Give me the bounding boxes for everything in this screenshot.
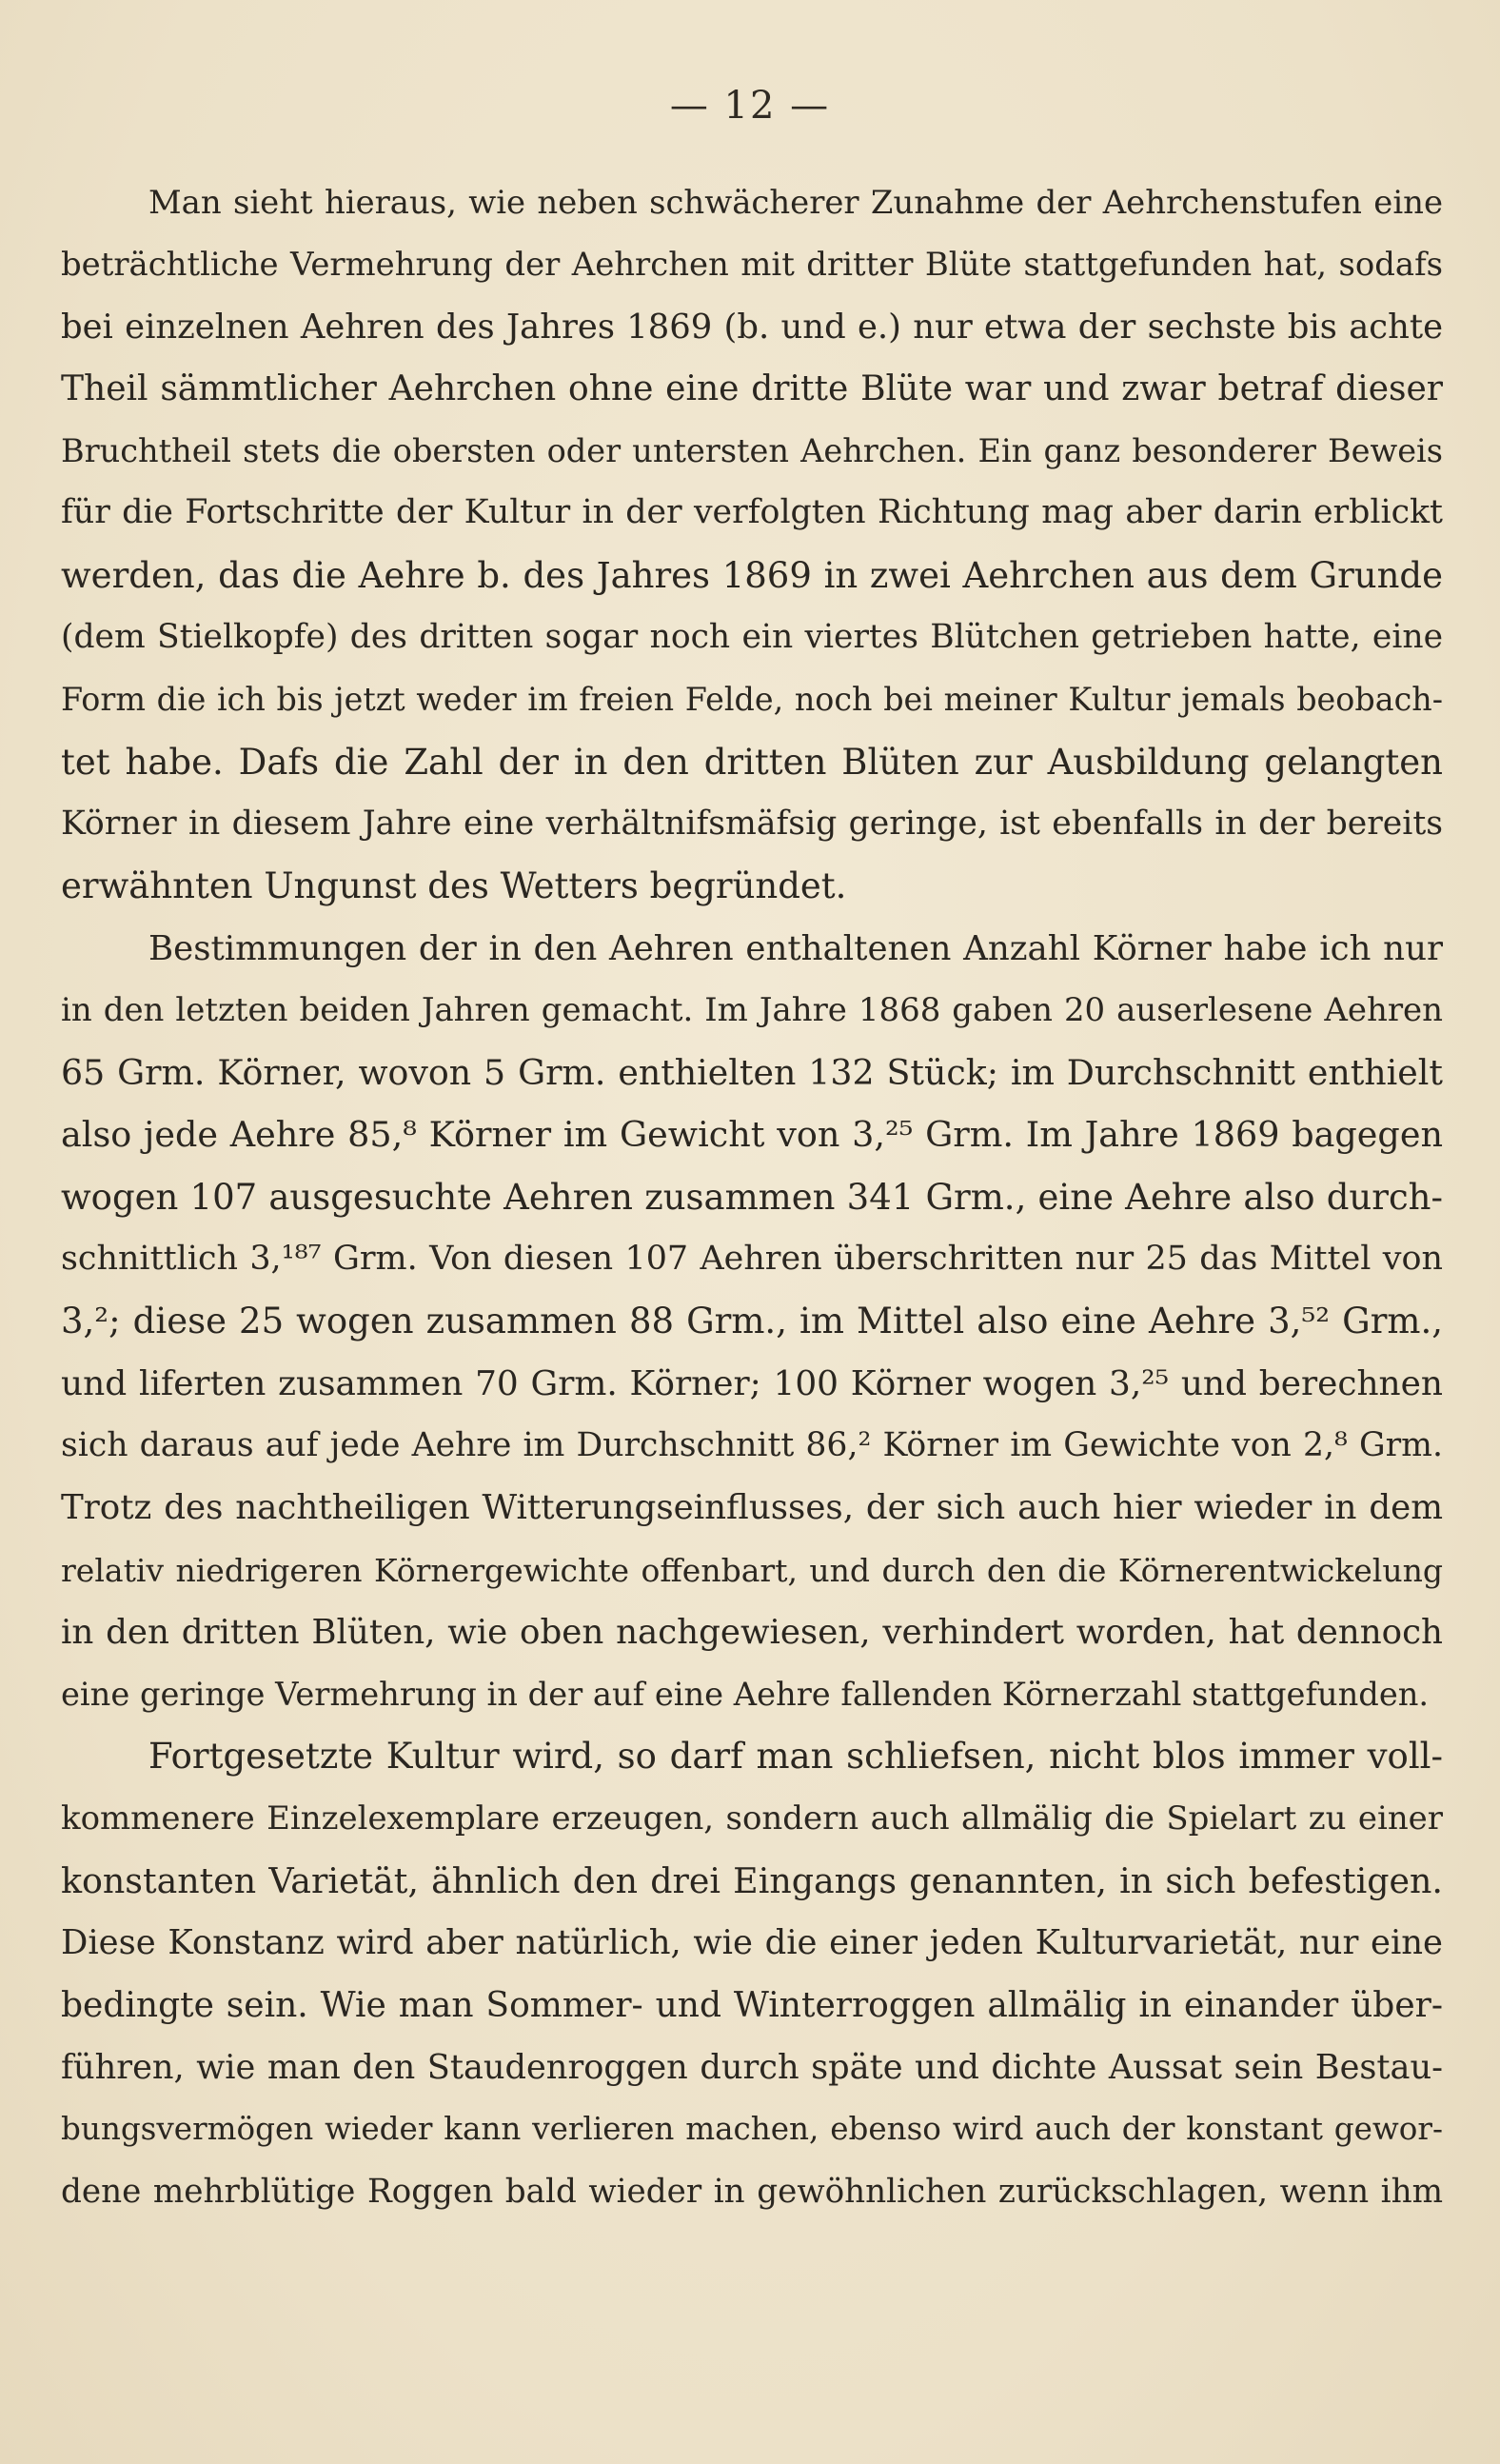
text-line: in den dritten Blüten, wie oben nachgewiesen, verhindert worden, hat dennoch [61, 1612, 1443, 1652]
text-line: schnittlich 3,¹⁸⁷ Grm. Von diesen 107 Aehren überschritten nur 25 das Mittel von [61, 1240, 1443, 1279]
text-line: Trotz des nachtheiligen Witterungseinflusses, der sich auch hier wieder in dem [61, 1488, 1443, 1528]
text-line: 65 Grm. Körner, wovon 5 Grm. enthielten 132 Stück; im Durchschnitt enthielt [61, 1052, 1443, 1094]
text-line: Theil sämmtlicher Aehrchen ohne eine dritte Blüte war und zwar betraf dieser [61, 368, 1443, 408]
body-text [61, 171, 1443, 2223]
text-line: und liferten zusammen 70 Grm. Körner; 100 Körner wogen 3,²⁵ und berechnen [61, 1363, 1443, 1403]
text-line: kommenere Einzelexemplare erzeugen, sondern auch allmälig die Spielart zu einer [61, 1798, 1443, 1838]
text-line: bedingte sein. Wie man Sommer- und Winterroggen allmälig in einander über- [61, 1985, 1443, 2025]
text-line: Fortgesetzte Kultur wird, so darf man schliefsen, nicht blos immer voll- [148, 1736, 1443, 1778]
text-line: also jede Aehre 85,⁸ Körner im Gewicht von 3,²⁵ Grm. Im Jahre 1869 bagegen [61, 1114, 1443, 1156]
text-line: sich daraus auf jede Aehre im Durchschnitt 86,² Körner im Gewichte von 2,⁸ Grm. [61, 1425, 1443, 1464]
text-line: dene mehrblütige Roggen bald wieder in gewöhnlichen zurückschlagen, wenn ihm [61, 2172, 1443, 2211]
text-line: tet habe. Dafs die Zahl der in den dritten Blüten zur Ausbildung gelangten [61, 741, 1443, 783]
text-line: werden, das die Aehre b. des Jahres 1869 in zwei Aehrchen aus dem Grunde [61, 554, 1443, 596]
text-line: (dem Stielkopfe) des dritten sogar noch ein viertes Blütchen getrieben hatte, eine [61, 618, 1443, 657]
text-line: eine geringe Vermehrung in der auf eine Aehre fallenden Körnerzahl stattgefunden. [61, 1676, 1430, 1714]
text-line: Bestimmungen der in den Aehren enthaltenen Anzahl Körner habe ich nur [148, 928, 1443, 968]
text-line: in den letzten beiden Jahren gemacht. Im Jahre 1868 gaben 20 auserlesene Aehren [61, 990, 1443, 1029]
text-line: konstanten Varietät, ähnlich den drei Eingangs genannten, in sich befestigen. [61, 1860, 1443, 1902]
text-line: führen, wie man den Staudenroggen durch späte und dichte Aussat sein Bestau- [61, 2047, 1443, 2087]
text-line: für die Fortschritte der Kultur in der verfolgten Richtung mag aber darin erblickt [61, 493, 1443, 532]
text-line: relativ niedrigeren Körnergewichte offenbart, und durch den die Körnerentwickelung [61, 1551, 1443, 1589]
text-line: bei einzelnen Aehren des Jahres 1869 (b. und e.) nur etwa der sechste bis achte [61, 307, 1443, 347]
page-number: — 12 — [669, 84, 831, 128]
text-line: erwähnten Ungunst des Wetters begründet. [61, 865, 847, 907]
text-line: Körner in diesem Jahre eine verhältnifsmäfsig geringe, ist ebenfalls in der bereits [61, 804, 1443, 843]
text-line: Bruchtheil stets die obersten oder untersten Aehrchen. Ein ganz besonderer Beweis [61, 432, 1443, 470]
text-line: wogen 107 ausgesuchte Aehren zusammen 341 Grm., eine Aehre also durch- [61, 1176, 1443, 1218]
text-line: Diese Konstanz wird aber natürlich, wie die einer jeden Kulturvarietät, nur eine [61, 1923, 1443, 1963]
text-line: beträchtliche Vermehrung der Aehrchen mit dritter Blüte stattgefunden hat, sodafs [61, 246, 1443, 284]
text-line: Form die ich bis jetzt weder im freien Felde, noch bei meiner Kultur jemals beobach- [61, 681, 1443, 719]
text-line: bungsvermögen wieder kann verlieren machen, ebenso wird auch der konstant gewor- [61, 2111, 1443, 2148]
text-line: 3,²; diese 25 wogen zusammen 88 Grm., im Mittel also eine Aehre 3,⁵² Grm., [61, 1301, 1443, 1342]
text-line: Man sieht hieraus, wie neben schwächerer Zunahme der Aehrchenstufen eine [148, 184, 1443, 221]
